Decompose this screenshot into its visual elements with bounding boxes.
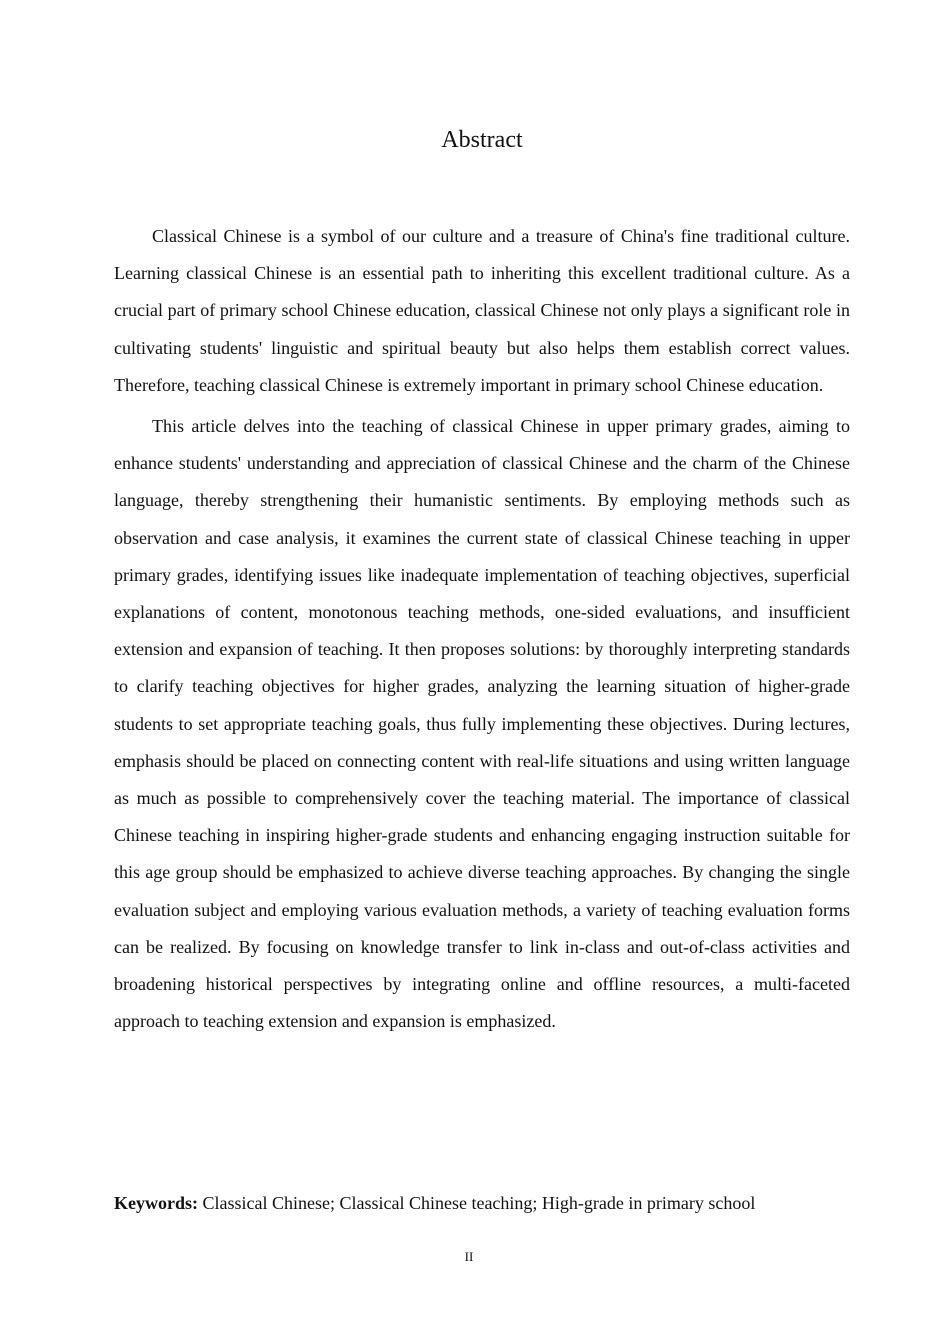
page-number: II	[464, 1249, 474, 1264]
abstract-title: Abstract	[441, 127, 523, 153]
abstract-body	[114, 218, 850, 1040]
abstract-paragraph-2: This article delves into the teaching of classical Chinese in upper primary grades, aiming to enhance students' understanding and appreciation of classical Chinese and the charm of the Chinese language, thereby strengthening their humanistic sentiments. By employing methods such as observation and case analysis, it examines the current state of classical Chinese teaching in upper primary grades, identifying issues like inadequate implementation of teaching objectives, superficial explanations of content, monotonous teaching methods, one-sided evaluations, and insufficient extension and expansion of teaching. It then proposes solutions: by thoroughly interpreting standards to clarify teaching objectives for higher grades, analyzing the learning situation of higher-grade students to set appropriate teaching goals, thus fully implementing these objectives. During lectures, emphasis should be placed on connecting content with real-life situations and using written language as much as possible to comprehensively cover the teaching material. The importance of classical Chinese teaching in inspiring higher-grade students and enhancing engaging instruction suitable for this age group should be emphasized to achieve diverse teaching approaches. By changing the single evaluation subject and employing various evaluation methods, a variety of teaching evaluation forms can be realized. By focusing on knowledge transfer to link in-class and out-of-class activities and broadening historical perspectives by integrating online and offline resources, a multi-faceted approach to teaching extension and expansion is emphasized.	[114, 416, 850, 1032]
keywords-line	[114, 1189, 850, 1217]
abstract-paragraph-1: Classical Chinese is a symbol of our culture and a treasure of China's fine traditional culture. Learning classical Chinese is an essential path to inheriting this excellent traditional culture. As a crucial part of primary school Chinese education, classical Chinese not only plays a significant role in cultivating students' linguistic and spiritual beauty but also helps them establish correct values. Therefore, teaching classical Chinese is extremely important in primary school Chinese education.	[114, 226, 850, 395]
keywords-label: Keywords:	[114, 1193, 198, 1213]
keywords-value: Classical Chinese; Classical Chinese teaching; High-grade in primary school	[202, 1193, 756, 1213]
